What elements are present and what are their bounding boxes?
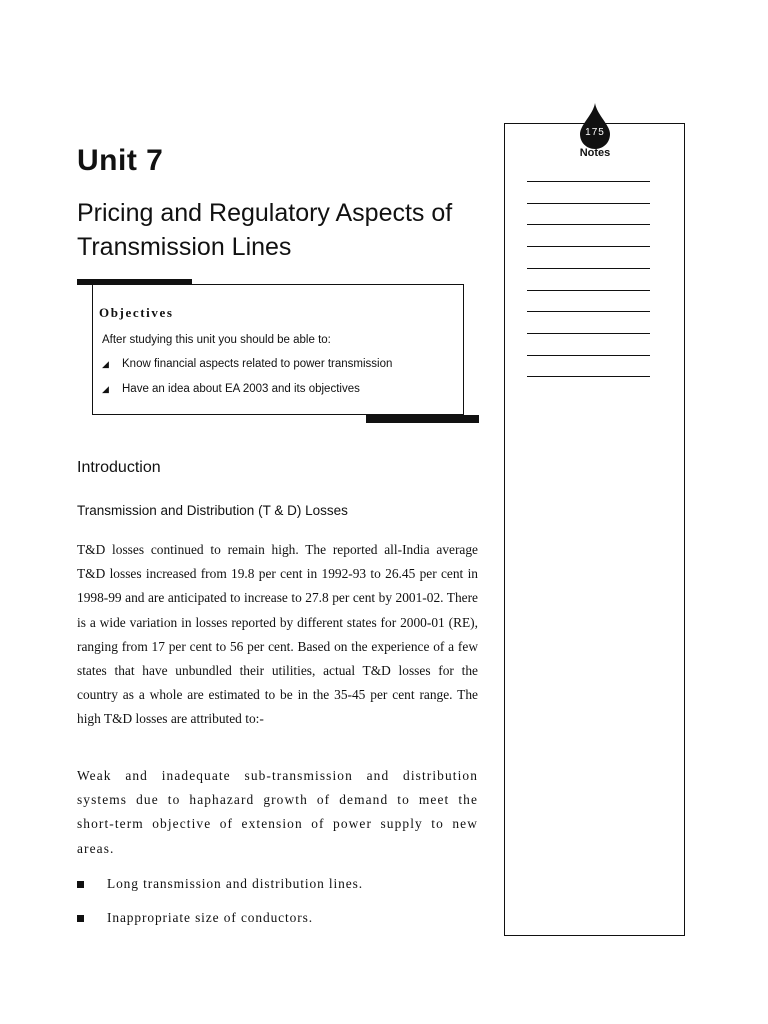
list-item <box>77 910 313 926</box>
objectives-box-shadow <box>366 415 479 423</box>
objectives-intro: After studying this unit you should be able to: <box>102 334 331 346</box>
triangle-bullet-icon: ◢ <box>102 383 109 394</box>
objective-item <box>102 358 392 370</box>
square-bullet-icon <box>77 881 84 888</box>
note-line <box>527 355 650 356</box>
page-number: 175 <box>585 127 605 138</box>
note-line <box>527 224 650 225</box>
note-line <box>527 376 650 377</box>
notes-margin-box <box>504 123 685 936</box>
square-bullet-icon <box>77 915 84 922</box>
note-line <box>527 268 650 269</box>
list-item-text: Long transmission and distribution lines. <box>107 876 363 891</box>
list-item <box>77 876 363 892</box>
note-line <box>527 203 650 204</box>
objective-item-text: Know financial aspects related to power transmission <box>122 358 393 370</box>
unit-title: Pricing and Regulatory Aspects of Transmission Lines <box>77 199 453 261</box>
unit-label: Unit 7 <box>77 144 164 177</box>
objective-item-text: Have an idea about EA 2003 and its objectives <box>122 383 360 395</box>
note-line <box>527 181 650 182</box>
list-item-text: Inappropriate size of conductors. <box>107 910 313 925</box>
body-paragraph: Weak and inadequate sub-transmission and distribution systems due to haphazard growth of demand to meet the short-term objective of extension of power supply to new areas. <box>77 768 478 856</box>
section-heading: Introduction <box>77 459 161 476</box>
subheading: Transmission and Distribution (T & D) Losses <box>77 503 348 518</box>
note-line <box>527 290 650 291</box>
objectives-box <box>92 284 464 415</box>
notes-label: Notes <box>579 147 611 159</box>
body-paragraph: T&D losses continued to remain high. The reported all-India average T&D losses increased from 19.8 per cent in 1992-93 to 26.45 per cent in 1998-99 and are anticipated to increase to 27.8 per cent by 2001-02. There is a wide variation in losses reported by different states for 2000-01 (RE), ranging from 17 per cent to 56 per cent. Based on the experience of a few states that have unbundled their utilities, actual T&D losses for the country as a whole are estimated to be in the 35-45 per cent range. The high T&D losses are attributed to:- <box>77 542 478 727</box>
drop-icon <box>579 103 611 149</box>
note-line <box>527 311 650 312</box>
objective-item <box>102 383 360 395</box>
note-line <box>527 246 650 247</box>
note-line <box>527 333 650 334</box>
objectives-heading: Objectives <box>99 305 174 320</box>
triangle-bullet-icon: ◢ <box>102 358 109 369</box>
